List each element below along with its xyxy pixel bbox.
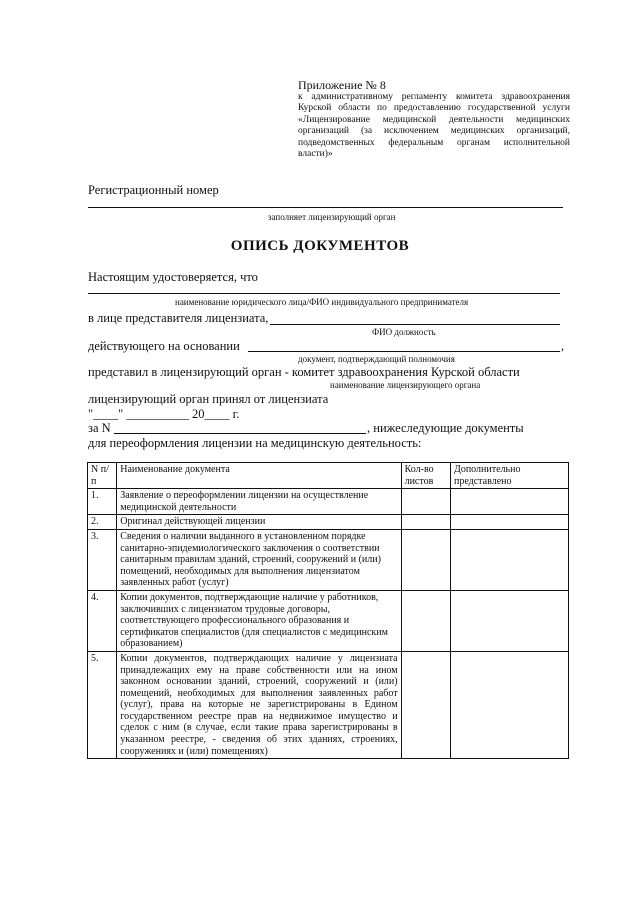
row-extra[interactable] <box>451 515 569 530</box>
submitted-text: представил в лицензирующий орган - комитет здравоохранения Курской области <box>88 365 520 379</box>
row-name: Заявление о переоформлении лицензии на осуществление медицинской деятельности <box>117 489 401 515</box>
table-row <box>88 590 569 651</box>
row-number: 4. <box>88 590 117 651</box>
row-name: Оригинал действующей лицензии <box>117 515 401 530</box>
purpose-text: для переоформления лицензии на медицинскую деятельность: <box>88 436 422 450</box>
row-extra[interactable] <box>451 590 569 651</box>
caption-org: наименование лицензирующего органа <box>330 380 481 390</box>
table-row <box>88 651 569 758</box>
table-row <box>88 489 569 515</box>
acting-basis-line[interactable] <box>248 351 560 352</box>
row-extra[interactable] <box>451 529 569 590</box>
registration-line[interactable] <box>88 207 563 208</box>
applicant-name-line[interactable] <box>88 293 560 294</box>
representative-text: в лице представителя лицензиата, <box>88 311 269 325</box>
za-n-label: за N <box>88 421 111 435</box>
row-qty[interactable] <box>401 489 450 515</box>
row-name: Сведения о наличии выданного в установленном порядке санитарно-эпидемиологического заключения о соответствии санитарным правилам зданий, строений, сооружений и (или) помещений, необходимых для выполнения лицензиатом заявленных работ (услуг) <box>117 529 401 590</box>
appendix-text: к административному регламенту комитета здравоохранения Курской области по предоставлению государственной услуги «Лицензирование медицинской деятельности медицинских организаций (за исключением медицинских организаций, подведомственных федеральным органам исполнительной власти)» <box>298 92 570 160</box>
header-extra: Дополнительно представлено <box>451 463 569 489</box>
following-text: , нижеследующие документы <box>367 421 524 435</box>
row-number: 3. <box>88 529 117 590</box>
appendix-title: Приложение № 8 <box>298 78 386 92</box>
table-row <box>88 529 569 590</box>
row-extra[interactable] <box>451 489 569 515</box>
row-qty[interactable] <box>401 590 450 651</box>
table-row <box>88 515 569 530</box>
documents-table <box>87 462 569 759</box>
row-number: 1. <box>88 489 117 515</box>
accepted-text: лицензирующий орган принял от лицензиата <box>88 392 329 406</box>
caption-name: наименование юридического лица/ФИО индивидуального предпринимателя <box>175 297 469 307</box>
table-header-row <box>88 463 569 489</box>
row-qty[interactable] <box>401 651 450 758</box>
row-number: 2. <box>88 515 117 530</box>
row-qty[interactable] <box>401 515 450 530</box>
appendix-block <box>298 78 570 160</box>
row-number: 5. <box>88 651 117 758</box>
document-title: ОПИСЬ ДОКУМЕНТОВ <box>230 238 410 254</box>
acting-text: действующего на основании <box>88 339 240 353</box>
number-line[interactable] <box>114 433 366 434</box>
row-qty[interactable] <box>401 529 450 590</box>
row-name: Копии документов, подтверждающие наличие у работников, заключивших с лицензиатом трудовые договоры, соответствующего профессионального образования и сертификатов специалистов (для специалистов с медицинским образованием) <box>117 590 401 651</box>
caption-fio: ФИО должность <box>372 327 436 337</box>
row-extra[interactable] <box>451 651 569 758</box>
registration-label: Регистрационный номер <box>88 183 219 197</box>
acting-end: , <box>561 339 565 353</box>
certify-text: Настоящим удостоверяется, что <box>88 270 258 284</box>
representative-line[interactable] <box>270 324 560 325</box>
caption-doc: документ, подтверждающий полномочия <box>298 354 455 364</box>
row-name: Копии документов, подтверждающих наличие у лицензиата принадлежащих ему на праве собственности или на ином законном основании зданий, строений, сооружений и (или) помещений, необходимых для выполнения заявленных работ (услуг), права на которые не зарегистрированы в Едином государственном реестре прав на недвижимое имущество и сделок с ним (в случае, если такие права зарегистрированы в указанном реестре, - сведения об этих зданиях, строениях, сооружениях и (или) помещениях) <box>117 651 401 758</box>
date-line[interactable]: "____" __________ 20____ г. <box>88 407 240 421</box>
header-name: Наименование документа <box>117 463 401 489</box>
registration-caption: заполняет лицензирующий орган <box>268 212 396 222</box>
header-qty: Кол-во листов <box>401 463 450 489</box>
header-number: N п/п <box>88 463 117 489</box>
